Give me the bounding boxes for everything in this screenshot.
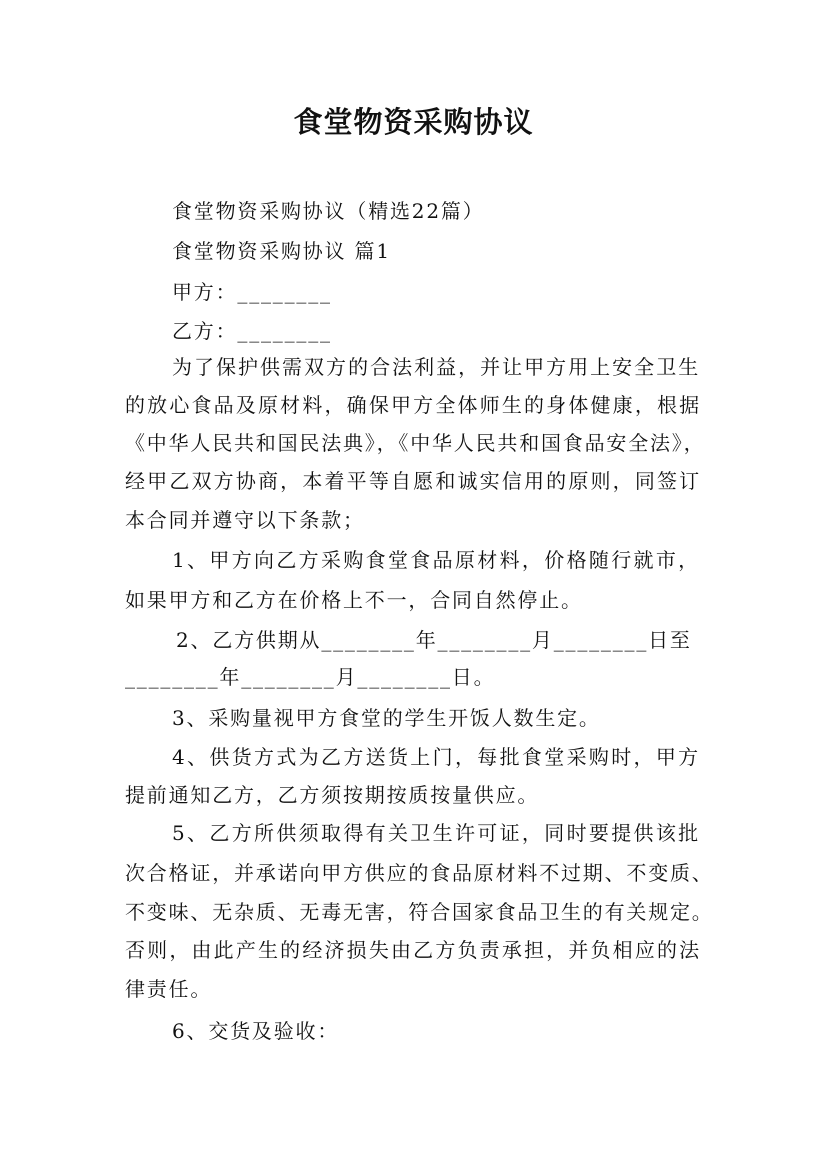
clause-5-line: 5、乙方所供须取得有关卫生许可证，同时要提供该批 (172, 821, 700, 845)
paragraph-line: 《中华人民共和国民法典》，《中华人民共和国食品安全法》， (125, 431, 706, 455)
section-heading: 食堂物资采购协议 篇1 (172, 239, 391, 263)
clause-5-line: 不变味、无杂质、无毒无害，符合国家食品卫生的有关规定。 (125, 900, 714, 924)
paragraph-line: 的放心食品及原材料，确保甲方全体师生的身体健康，根据 (125, 393, 701, 417)
paragraph-line: 经甲乙双方协商，本着平等自愿和诚实信用的原则，同签订 (125, 469, 701, 493)
clause-6-line: 6、交货及验收： (172, 1019, 340, 1043)
paragraph-line: 本合同并遵守以下条款； (125, 508, 365, 532)
party-a-line: 甲方：________ (172, 280, 332, 304)
clause-4-line: 4、供货方式为乙方送货上门，每批食堂采购时，甲方 (172, 745, 700, 769)
clause-5-line: 次合格证，并承诺向甲方供应的食品原材料不过期、不变质、 (125, 861, 714, 885)
clause-5-line: 否则，由此产生的经济损失由乙方负责承担，并负相应的法 (125, 938, 701, 962)
clause-2-line: ________年________月________日。 (125, 665, 496, 689)
party-b-line: 乙方：________ (172, 319, 332, 343)
clause-4-line: 提前通知乙方，乙方须按期按质按量供应。 (125, 783, 540, 807)
clause-1-line: 1、甲方向乙方采购食堂食品原材料，价格随行就市， (172, 548, 700, 572)
paragraph-line: 为了保护供需双方的合法利益，并让甲方用上安全卫生 (172, 355, 700, 379)
clause-3-line: 3、采购量视甲方食堂的学生开饭人数生定。 (172, 706, 601, 730)
clause-2-line: 2、乙方供期从________年________月________日至 (176, 628, 692, 652)
subtitle-line: 食堂物资采购协议（精选22篇） (172, 199, 485, 223)
document-title: 食堂物资采购协议 (293, 105, 534, 139)
clause-5-line: 律责任。 (125, 977, 213, 1001)
clause-1-line: 如果甲方和乙方在价格上不一，合同自然停止。 (125, 588, 583, 612)
